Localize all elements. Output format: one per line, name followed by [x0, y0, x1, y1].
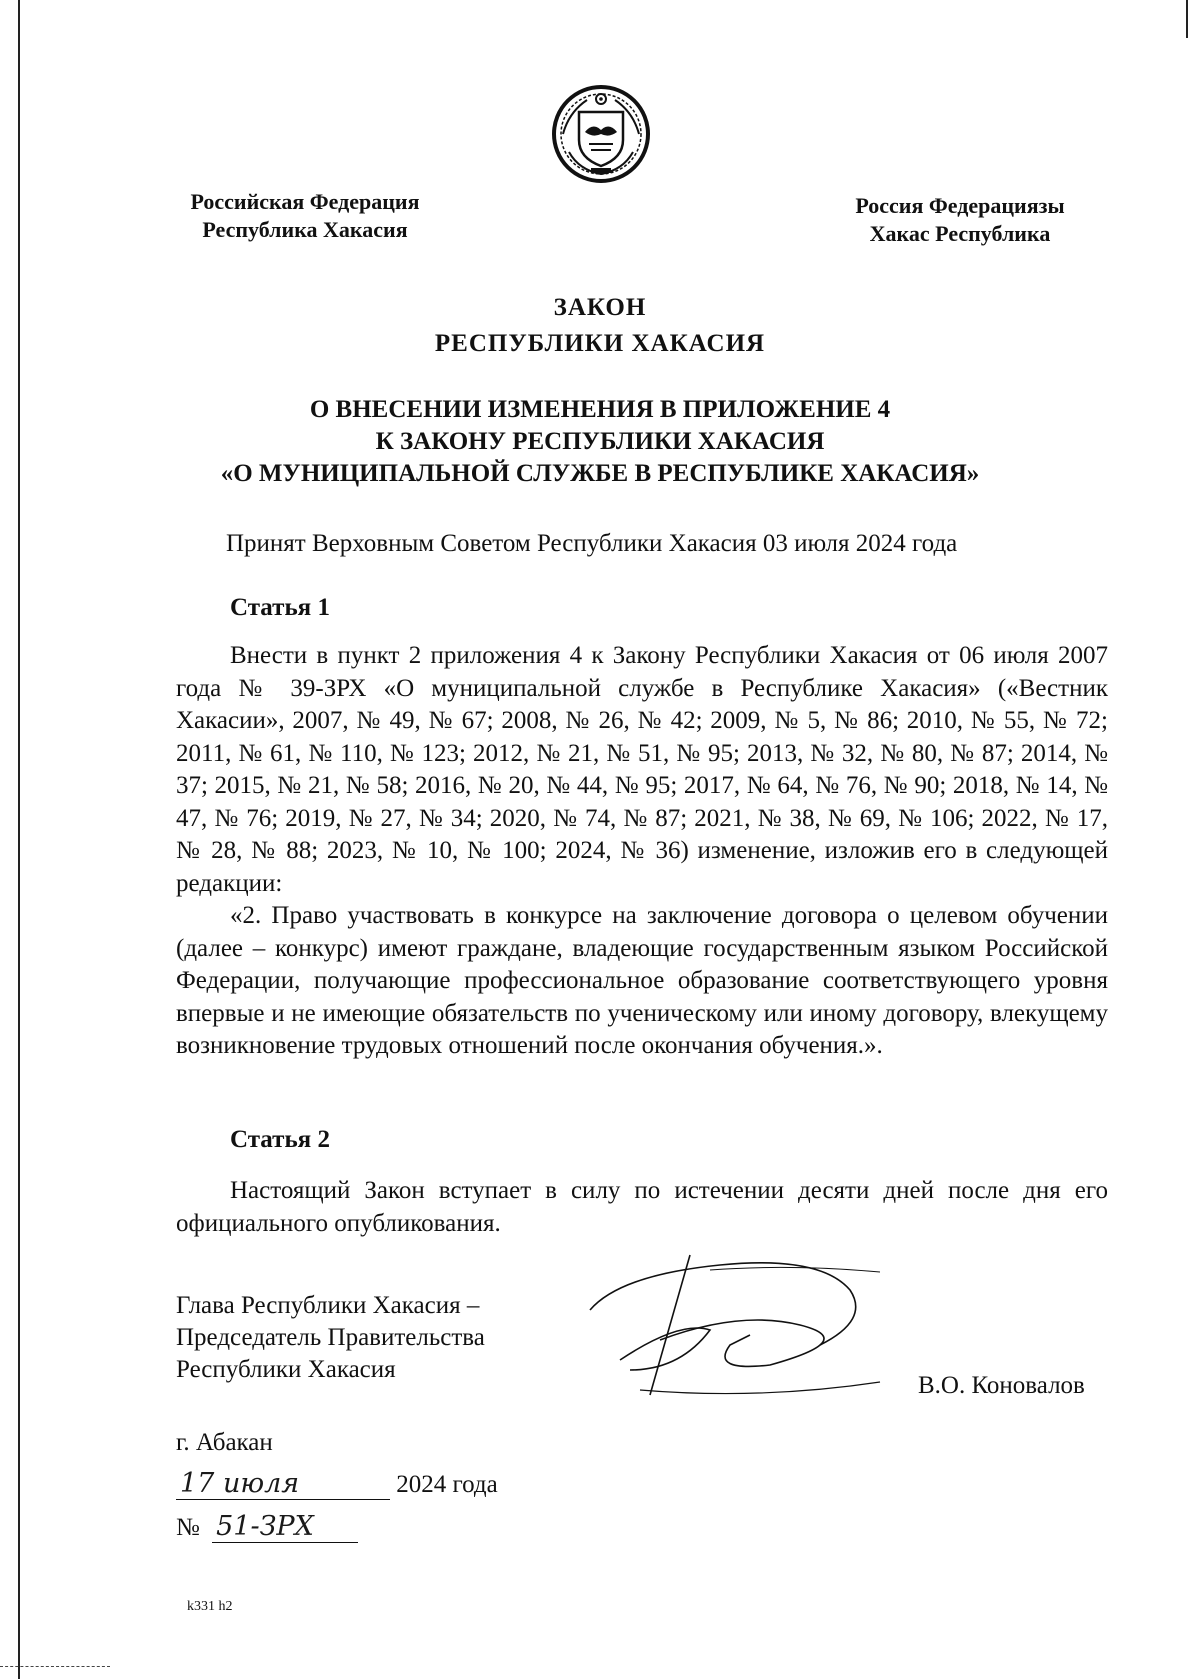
handwritten-date: 17 июля — [176, 1469, 390, 1500]
header-left-line2: Республика Хакасия — [202, 217, 408, 242]
article2-body — [176, 1175, 1108, 1240]
signer-position-line1: Глава Республики Хакасия – — [176, 1292, 480, 1319]
article1-paragraph1: Внести в пункт 2 приложения 4 к Закону Республики Хакасия от 06 июля 2007 года № 39-ЗРХ «О муниципальной службе в Республике Хакасия» («Вестник Хакасии», 2007, № 49, № 67; 2008, № 26, № 42; 2009, № 5, № 86; 2010, № 55, № 72; 2011, № 61, № 110, № 123; 2012, № 21, № 51, № 95; 2013, № 32, № 80, № 87; 2014, № 37; 2015, № 21, № 58; 2016, № 20, № 44, № 95; 2017, № 64, № 76, № 90; 2018, № 14, № 47, № 76; 2019, № 27, № 34; 2020, № 74, № 87; 2021, № 38, № 69, № 106; 2022, № 17, № 28, № 88; 2023, № 10, № 100; 2024, № 36) изменение, изложив его в следующей редакции: — [176, 642, 1108, 897]
law-subject-line1: О ВНЕСЕНИИ ИЗМЕНЕНИЯ В ПРИЛОЖЕНИЕ 4 — [309, 396, 891, 423]
header-right-block — [830, 192, 1090, 248]
signing-date — [176, 1467, 498, 1503]
law-number — [176, 1510, 358, 1546]
header-left-block — [160, 188, 450, 244]
signer-name: В.О. Коновалов — [918, 1372, 1085, 1399]
coat-of-arms-emblem — [549, 82, 653, 186]
law-subject-line2: К ЗАКОНУ РЕСПУБЛИКИ ХАКАСИЯ — [375, 428, 825, 455]
header-right-line1: Россия Федерациязы — [855, 193, 1065, 218]
header-left-line1: Российская Федерация — [190, 189, 420, 214]
article1-paragraph2: «2. Право участвовать в конкурсе на заключение договора о целевом обучении (далее – конкурс) имеют граждане, владеющие государственным языком Российской Федерации, получающие профессиональное образование соответствующего уровня впервые и не имеющие обязательств по ученическому или иному договору, влекущему возникновение трудовых отношений после окончания обучения.». — [176, 902, 1108, 1059]
law-subject — [0, 394, 1200, 490]
law-title-line2: РЕСПУБЛИКИ ХАКАСИЯ — [434, 330, 766, 357]
document-code: k331 h2 — [187, 1599, 233, 1614]
handwritten-signature — [560, 1250, 940, 1405]
scan-edge-bottom — [0, 1666, 110, 1668]
article1-body — [176, 640, 1108, 1063]
article2-paragraph1: Настоящий Закон вступает в силу по истечении десяти дней после дня его официального опубликования. — [176, 1177, 1108, 1237]
signer-position-line2: Председатель Правительства — [176, 1324, 485, 1351]
handwritten-number: 51-ЗРХ — [212, 1512, 358, 1543]
scan-edge-right — [1186, 0, 1188, 38]
signer-position-line3: Республики Хакасия — [176, 1356, 396, 1383]
scan-edge-left — [18, 0, 20, 1679]
place: г. Абакан — [176, 1429, 273, 1456]
article1-heading: Статья 1 — [230, 594, 330, 621]
signer-position — [176, 1290, 485, 1386]
law-number-prefix: № — [176, 1514, 200, 1541]
law-subject-line3: «О МУНИЦИПАЛЬНОЙ СЛУЖБЕ В РЕСПУБЛИКЕ ХАКАСИЯ» — [220, 460, 980, 487]
law-title — [0, 290, 1200, 362]
law-title-line1: ЗАКОН — [553, 294, 647, 321]
signing-year: 2024 года — [396, 1471, 498, 1498]
article2-heading: Статья 2 — [230, 1126, 330, 1153]
header-right-line2: Хакас Республика — [869, 221, 1051, 246]
adoption-statement: Принят Верховным Советом Республики Хакасия 03 июля 2024 года — [226, 530, 958, 557]
